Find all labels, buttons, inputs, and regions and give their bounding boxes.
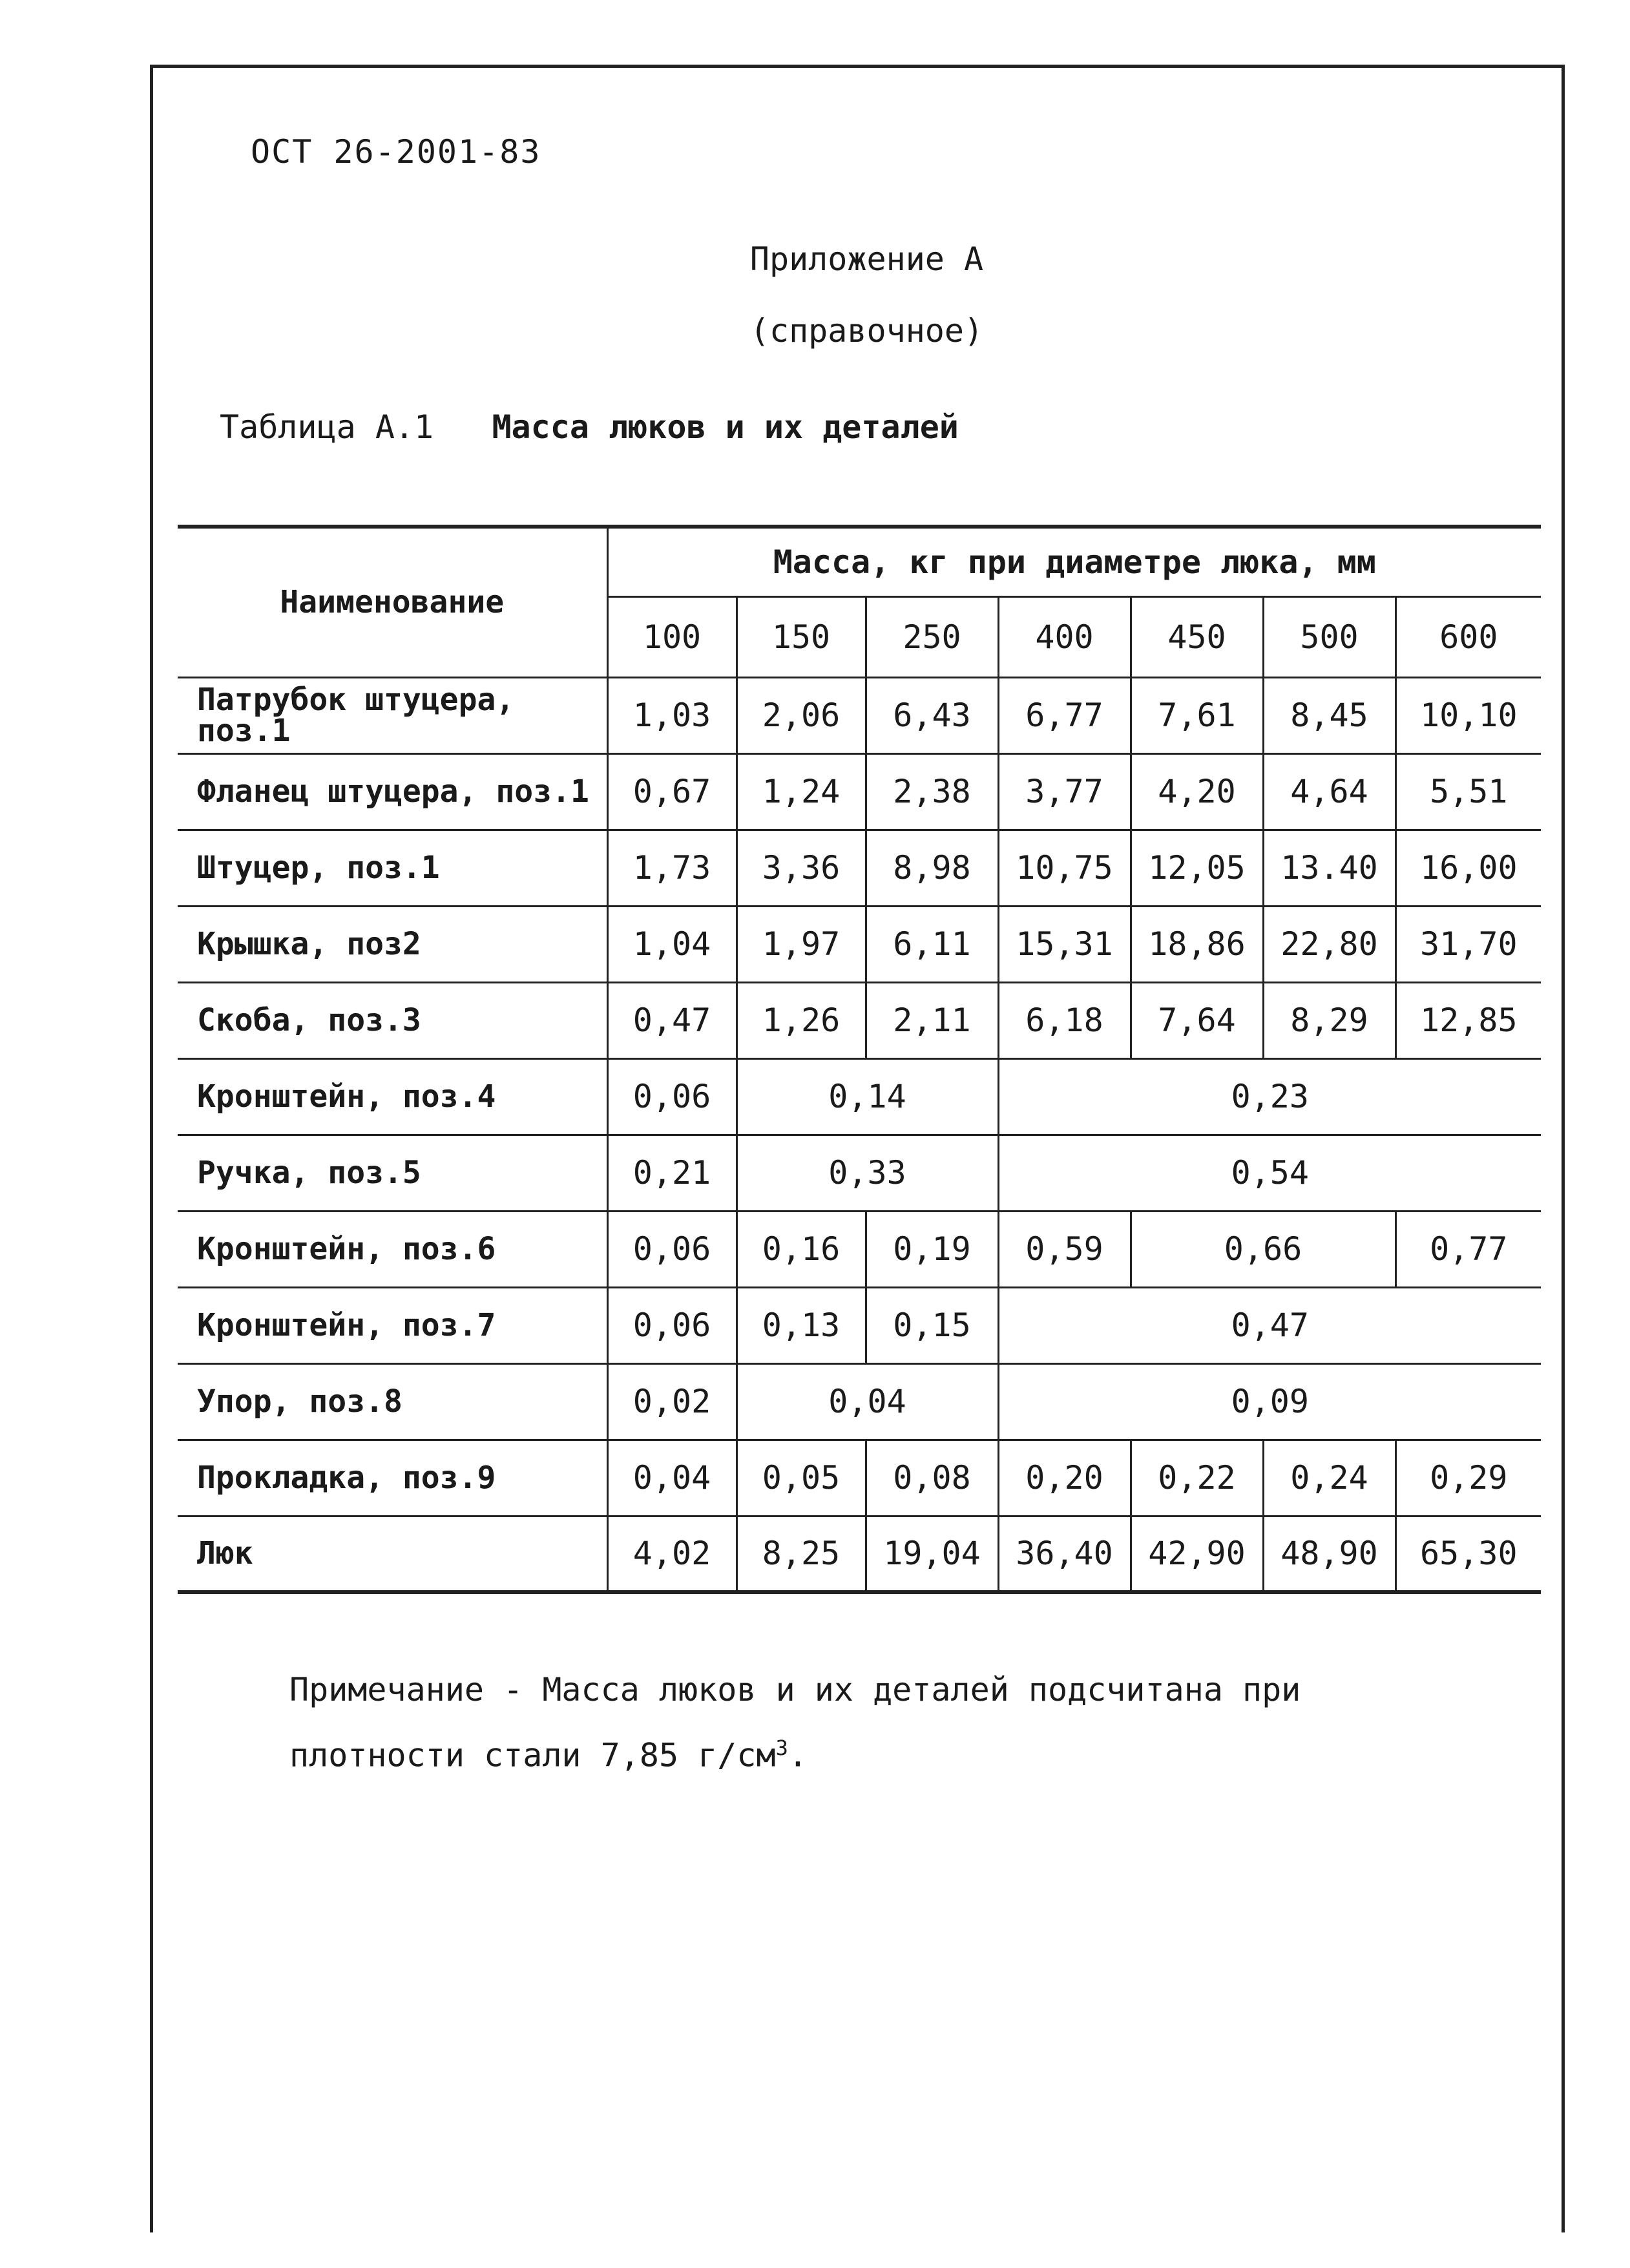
row-name: Крышка, поз2 <box>178 906 607 982</box>
mass-cell: 19,04 <box>866 1516 998 1592</box>
mass-cell: 2,38 <box>866 753 998 830</box>
mass-cell: 0,06 <box>607 1211 737 1287</box>
mass-cell: 8,29 <box>1263 982 1395 1058</box>
mass-cell: 1,04 <box>607 906 737 982</box>
mass-cell: 13.40 <box>1263 830 1395 906</box>
mass-cell: 1,97 <box>737 906 866 982</box>
appendix-kind: (справочное) <box>749 312 984 350</box>
mass-cell: 7,64 <box>1131 982 1263 1058</box>
mass-cell: 0,59 <box>998 1211 1131 1287</box>
mass-cell: 4,20 <box>1131 753 1263 830</box>
table-row <box>178 1211 1541 1287</box>
appendix-title: Приложение А <box>749 240 984 278</box>
table-row <box>178 1440 1541 1516</box>
row-name: Кронштейн, поз.4 <box>178 1058 607 1135</box>
name-column-header: Наименование <box>178 527 607 677</box>
note-line-2-end: . <box>788 1736 808 1774</box>
mass-table <box>178 525 1541 1594</box>
row-name: Ручка, поз.5 <box>178 1135 607 1211</box>
mass-cell: 1,26 <box>737 982 866 1058</box>
mass-cell: 6,77 <box>998 677 1131 753</box>
diameter-header-100: 100 <box>607 596 737 677</box>
mass-cell: 0,09 <box>998 1363 1541 1440</box>
table-row <box>178 753 1541 830</box>
note-line-1: Примечание - Масса люков и их деталей подсчитана при <box>289 1671 1301 1708</box>
diameter-header-450: 450 <box>1131 596 1263 677</box>
mass-cell: 3,77 <box>998 753 1131 830</box>
mass-cell: 0,16 <box>737 1211 866 1287</box>
mass-cell: 4,64 <box>1263 753 1395 830</box>
table-row <box>178 1363 1541 1440</box>
table-row <box>178 830 1541 906</box>
table-name: Масса люков и их деталей <box>492 408 959 446</box>
table-row <box>178 906 1541 982</box>
mass-cell: 5,51 <box>1395 753 1541 830</box>
table-row <box>178 1058 1541 1135</box>
row-name: Скоба, поз.3 <box>178 982 607 1058</box>
row-name: Кронштейн, поз.6 <box>178 1211 607 1287</box>
mass-cell: 0,04 <box>607 1440 737 1516</box>
mass-cell: 7,61 <box>1131 677 1263 753</box>
mass-cell: 1,73 <box>607 830 737 906</box>
diameter-header-400: 400 <box>998 596 1131 677</box>
mass-cell: 0,06 <box>607 1287 737 1363</box>
row-name: Кронштейн, поз.7 <box>178 1287 607 1363</box>
document-code: ОСТ 26-2001-83 <box>251 133 541 171</box>
mass-cell: 15,31 <box>998 906 1131 982</box>
mass-cell: 0,20 <box>998 1440 1131 1516</box>
note-line-2 <box>289 1719 1301 1785</box>
row-name: Упор, поз.8 <box>178 1363 607 1440</box>
mass-cell: 0,06 <box>607 1058 737 1135</box>
mass-cell: 36,40 <box>998 1516 1131 1592</box>
note <box>289 1661 1301 1785</box>
mass-cell: 31,70 <box>1395 906 1541 982</box>
mass-cell: 6,43 <box>866 677 998 753</box>
mass-cell: 0,22 <box>1131 1440 1263 1516</box>
mass-cell: 65,30 <box>1395 1516 1541 1592</box>
table-caption <box>220 408 959 446</box>
mass-cell: 0,02 <box>607 1363 737 1440</box>
row-name: Патрубок штуцера, поз.1 <box>178 677 607 753</box>
mass-cell: 0,67 <box>607 753 737 830</box>
mass-cell: 6,11 <box>866 906 998 982</box>
mass-cell: 48,90 <box>1263 1516 1395 1592</box>
mass-cell: 18,86 <box>1131 906 1263 982</box>
table-row <box>178 677 1541 753</box>
mass-cell: 12,85 <box>1395 982 1541 1058</box>
mass-cell: 0,29 <box>1395 1440 1541 1516</box>
mass-cell: 12,05 <box>1131 830 1263 906</box>
mass-cell: 0,14 <box>737 1058 998 1135</box>
mass-group-header: Масса, кг при диаметре люка, мм <box>607 527 1541 596</box>
mass-cell: 0,15 <box>866 1287 998 1363</box>
note-superscript: 3 <box>775 1736 788 1760</box>
table-body <box>178 677 1541 1592</box>
diameter-header-250: 250 <box>866 596 998 677</box>
row-name: Штуцер, поз.1 <box>178 830 607 906</box>
mass-cell: 0,04 <box>737 1363 998 1440</box>
mass-cell: 2,06 <box>737 677 866 753</box>
mass-cell: 8,45 <box>1263 677 1395 753</box>
mass-cell: 0,19 <box>866 1211 998 1287</box>
mass-cell: 0,47 <box>607 982 737 1058</box>
mass-cell: 0,77 <box>1395 1211 1541 1287</box>
mass-cell: 1,24 <box>737 753 866 830</box>
diameter-header-600: 600 <box>1395 596 1541 677</box>
mass-cell: 3,36 <box>737 830 866 906</box>
mass-cell: 0,47 <box>998 1287 1541 1363</box>
mass-cell: 8,98 <box>866 830 998 906</box>
diameter-header-150: 150 <box>737 596 866 677</box>
mass-cell: 0,21 <box>607 1135 737 1211</box>
mass-cell: 10,10 <box>1395 677 1541 753</box>
table-row <box>178 982 1541 1058</box>
mass-cell: 0,54 <box>998 1135 1541 1211</box>
mass-cell: 22,80 <box>1263 906 1395 982</box>
table-row <box>178 1516 1541 1592</box>
row-name: Фланец штуцера, поз.1 <box>178 753 607 830</box>
diameter-header-500: 500 <box>1263 596 1395 677</box>
mass-cell: 0,08 <box>866 1440 998 1516</box>
row-name: Люк <box>178 1516 607 1592</box>
mass-cell: 1,03 <box>607 677 737 753</box>
mass-cell: 2,11 <box>866 982 998 1058</box>
mass-cell: 8,25 <box>737 1516 866 1592</box>
mass-cell: 16,00 <box>1395 830 1541 906</box>
table-label: Таблица А.1 <box>220 408 434 446</box>
table-row <box>178 1287 1541 1363</box>
row-name: Прокладка, поз.9 <box>178 1440 607 1516</box>
mass-cell: 0,24 <box>1263 1440 1395 1516</box>
mass-cell: 0,13 <box>737 1287 866 1363</box>
mass-cell: 0,33 <box>737 1135 998 1211</box>
mass-cell: 4,02 <box>607 1516 737 1592</box>
mass-cell: 42,90 <box>1131 1516 1263 1592</box>
table-row <box>178 1135 1541 1211</box>
mass-cell: 0,23 <box>998 1058 1541 1135</box>
mass-cell: 0,66 <box>1131 1211 1395 1287</box>
note-line-2-text: плотности стали 7,85 г/см <box>289 1736 776 1774</box>
mass-cell: 6,18 <box>998 982 1131 1058</box>
mass-cell: 10,75 <box>998 830 1131 906</box>
mass-cell: 0,05 <box>737 1440 866 1516</box>
